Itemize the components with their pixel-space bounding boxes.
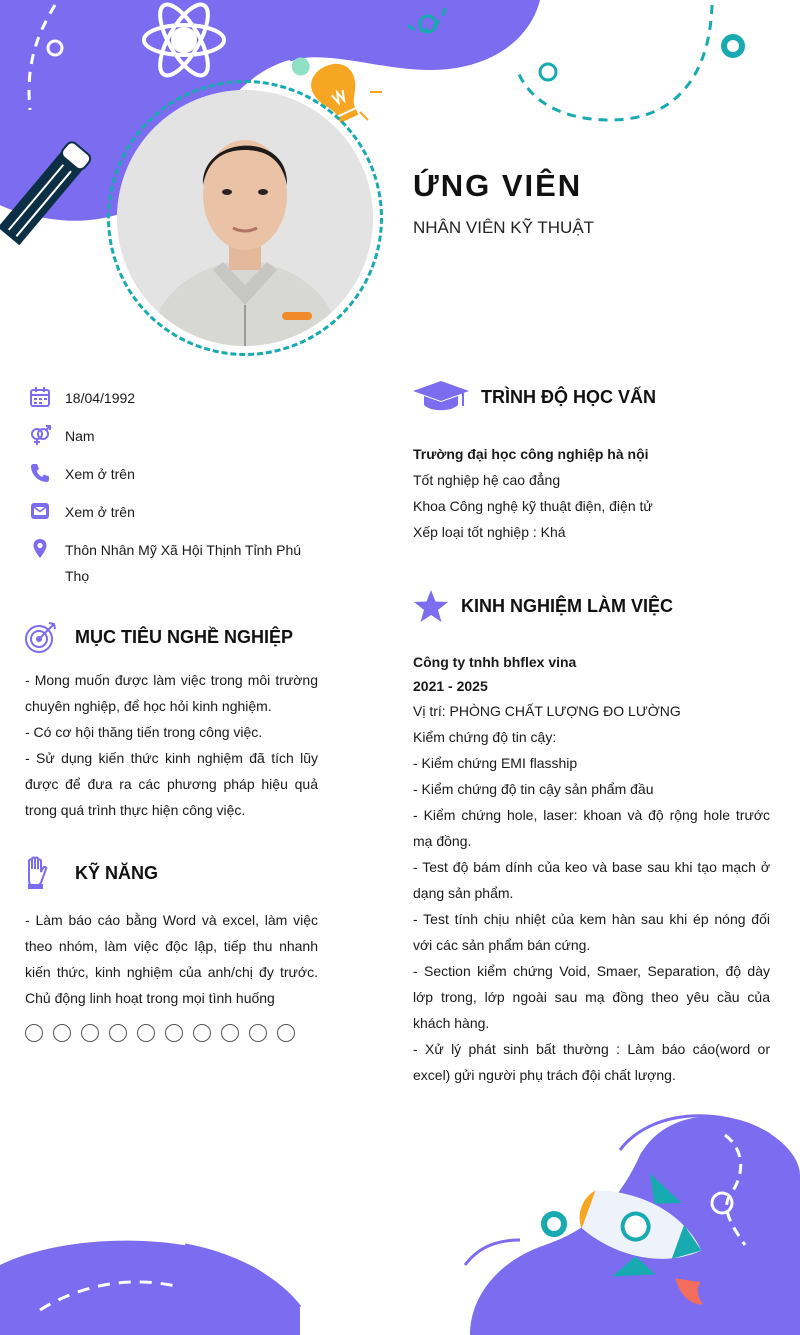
rating-dot (277, 1024, 295, 1042)
objective-line: - Có cơ hội thăng tiến trong công việc. (25, 724, 263, 740)
education-school: Trường đại học công nghiệp hà nội (413, 446, 649, 462)
experience-line: - Kiểm chứng độ tin cậy sản phẩm đầu (413, 781, 654, 797)
graduation-cap-icon (413, 380, 469, 414)
candidate-position: NHÂN VIÊN KỸ THUẬT (413, 218, 595, 237)
skills-text: - Làm báo cáo bằng Word và excel, làm việc theo nhóm, làm việc độc lập, tiếp thu nhanh kiến thức, kinh nghiệm của anh/chị đy trước. Chủ động linh hoạt trong mọi tình huống (25, 912, 318, 1006)
rating-dot (193, 1024, 211, 1042)
gender-text: Nam (65, 428, 95, 444)
footer-decoration (0, 1095, 800, 1335)
contact-phone (28, 461, 318, 487)
candidate-name: ỨNG VIÊN (413, 168, 583, 203)
contact-address (28, 537, 318, 589)
hand-icon (24, 856, 50, 890)
experience-line: - Kiểm chứng hole, laser: khoan và độ rộng hole trước mạ đồng. (413, 807, 770, 849)
skill-rating (25, 1024, 305, 1042)
experience-line: - Test độ bám dính của keo và base sau khi tạo mạch ở dạng sản phẩm. (413, 859, 770, 901)
location-pin-icon (28, 537, 52, 561)
rating-dot (25, 1024, 43, 1042)
experience-period: 2021 - 2025 (413, 678, 488, 694)
education-heading (413, 380, 656, 414)
experience-line: - Kiểm chứng EMI flasship (413, 755, 578, 771)
address-text: Thôn Nhân Mỹ Xã Hội Thịnh Tỉnh Phú Thọ (65, 542, 302, 584)
experience-line: - Xử lý phát sinh bất thường : Làm báo cáo(word or excel) gửi người phụ trách đội chất lượng. (413, 1041, 770, 1083)
education-line: Tốt nghiệp hệ cao đẳng (413, 472, 561, 488)
ring-icon (544, 1214, 564, 1234)
experience-company: Công ty tnhh bhflex vina (413, 654, 577, 670)
objective-line: - Sử dụng kiến thức kinh nghiệm đã tích lũy được để đưa ra các phương pháp hiệu quả trong quá trình thực hiện công việc. (25, 750, 318, 818)
rating-dot (249, 1024, 267, 1042)
experience-heading (413, 589, 673, 623)
phone-text: Xem ở trên (65, 466, 135, 482)
education-content (413, 441, 770, 545)
rating-dot (81, 1024, 99, 1042)
rating-dot (109, 1024, 127, 1042)
ring-icon (724, 37, 742, 55)
experience-line: - Test tính chịu nhiệt của kem hàn sau khi ép nóng đối với các sản phẩm bán cứng. (413, 911, 770, 953)
target-icon (24, 620, 58, 654)
rating-dot (221, 1024, 239, 1042)
experience-line: - Section kiểm chứng Void, Smaer, Separation, độ dày lớp trong, lớp ngoài sau mạ đồng theo yêu cầu của khách hàng. (413, 963, 770, 1031)
phone-icon (28, 461, 52, 485)
contact-gender (28, 423, 318, 449)
education-title: TRÌNH ĐỘ HỌC VẤN (481, 386, 656, 407)
experience-title: KINH NGHIỆM LÀM VIỆC (461, 595, 674, 616)
contact-info (28, 385, 318, 601)
objective-heading (24, 620, 293, 654)
profile-photo (117, 90, 373, 346)
skills-title: KỸ NĂNG (75, 862, 159, 883)
gender-icon (28, 423, 52, 447)
objective-title: MỤC TIÊU NGHỀ NGHIỆP (75, 626, 294, 647)
education-line: Khoa Công nghệ kỹ thuật điện, điện tử (413, 498, 653, 514)
contact-birthday (28, 385, 318, 411)
purple-blob-bottom-left (0, 1241, 300, 1335)
profile-photo-frame (107, 80, 383, 356)
experience-line: Vị trí: PHÒNG CHẤT LƯỢNG ĐO LƯỜNG (413, 703, 681, 719)
skills-content (25, 907, 318, 1011)
rating-dot (165, 1024, 183, 1042)
star-icon (413, 589, 449, 623)
experience-content (413, 650, 770, 1088)
experience-line: Kiểm chứng độ tin cậy: (413, 729, 557, 745)
birthday-text: 18/04/1992 (65, 390, 136, 406)
education-line: Xếp loại tốt nghiệp : Khá (413, 524, 566, 540)
contact-email (28, 499, 318, 525)
rating-dot (53, 1024, 71, 1042)
rating-dot (137, 1024, 155, 1042)
email-icon (28, 499, 52, 523)
objective-content (25, 667, 318, 823)
calendar-icon (28, 385, 52, 409)
email-text: Xem ở trên (65, 504, 135, 520)
objective-line: - Mong muốn được làm việc trong môi trường chuyên nghiệp, để học hỏi kinh nghiệm. (25, 672, 318, 714)
skills-heading (24, 856, 158, 890)
